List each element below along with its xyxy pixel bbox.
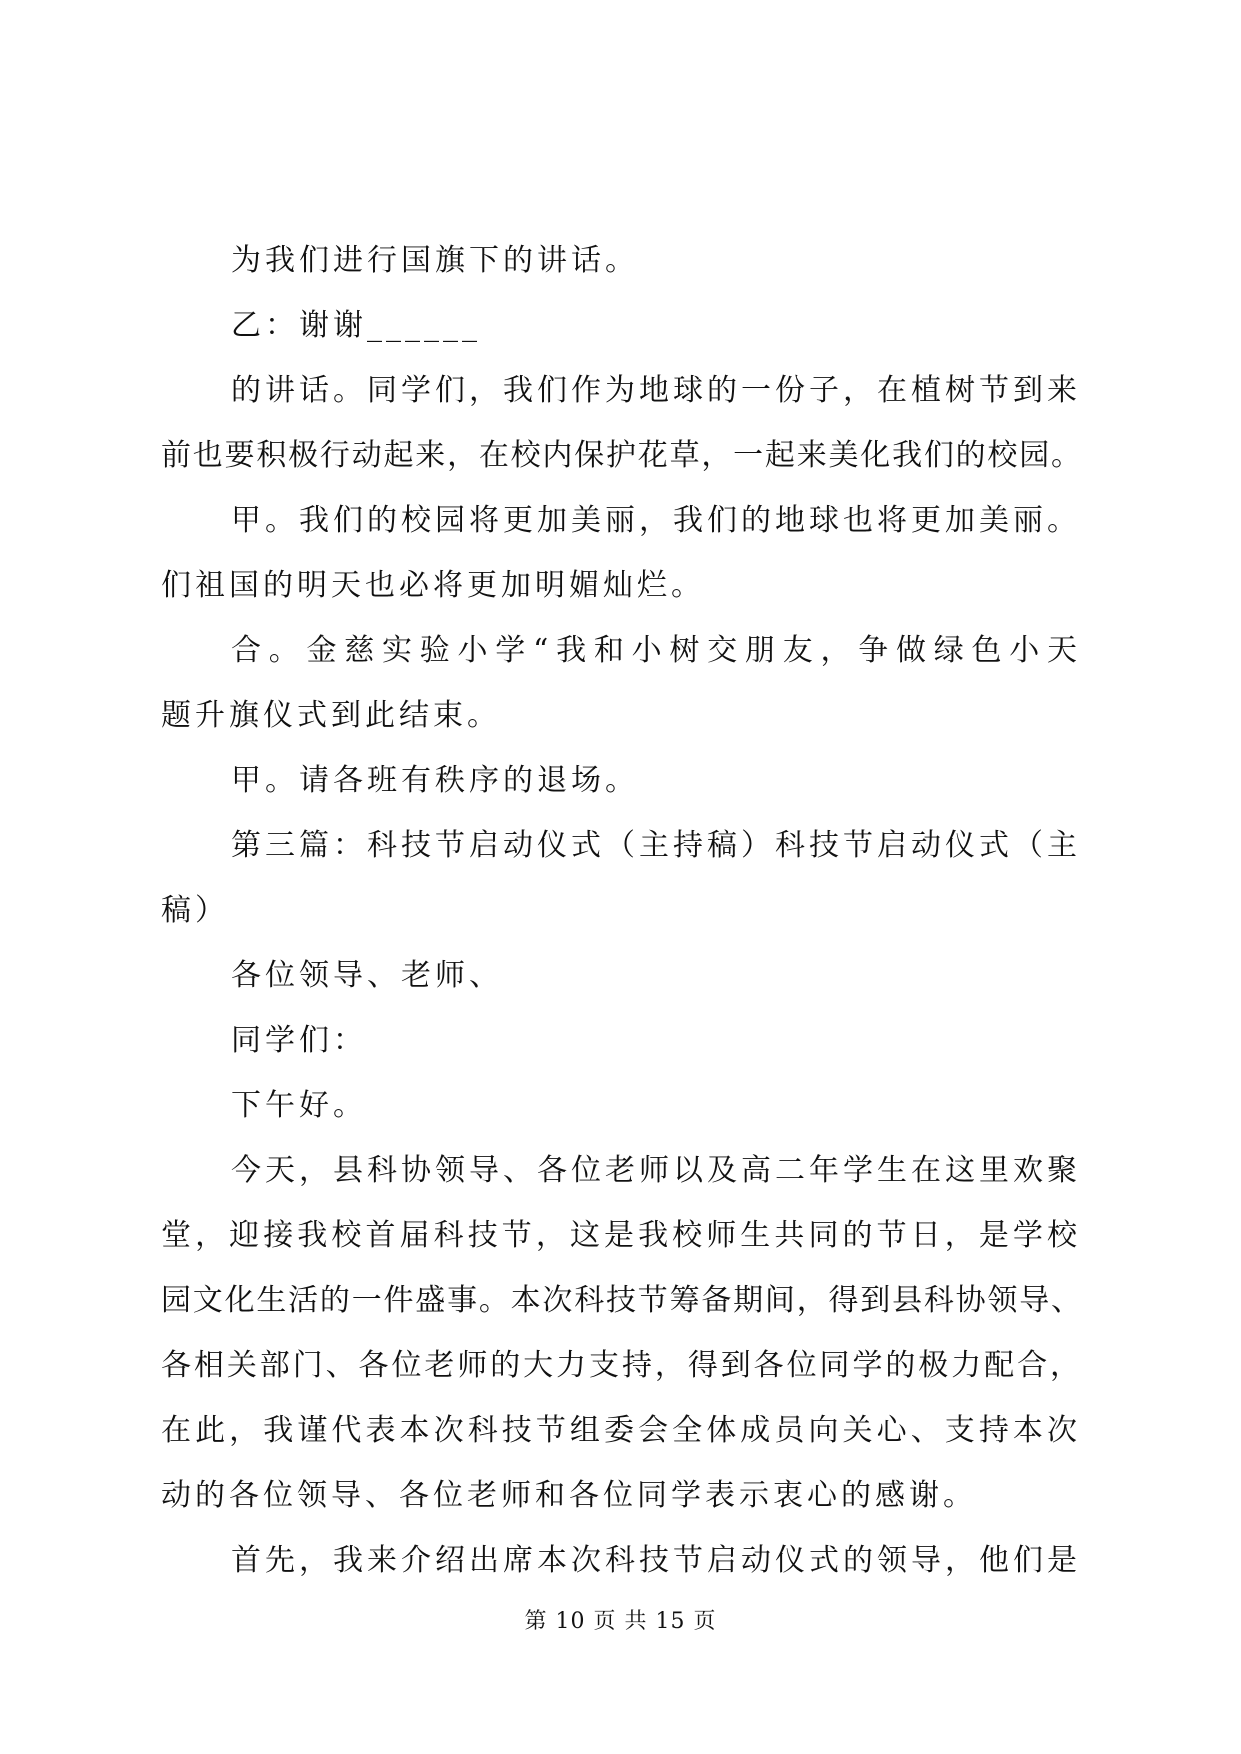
text-line: 园文化生活的一件盛事。本次科技节筹备期间，得到县科协领导、 xyxy=(161,1283,1081,1318)
text-line: 各位领导、老师、 xyxy=(231,958,503,993)
text-line: 稿） xyxy=(161,893,229,928)
text-line: 题升旗仪式到此结束。 xyxy=(161,698,501,733)
text-line: 第三篇：科技节启动仪式（主持稿）科技节启动仪式（主 xyxy=(231,828,1081,863)
text-line: 的讲话。同学们，我们作为地球的一份子，在植树节到来 xyxy=(231,373,1081,408)
text-line: 堂，迎接我校首届科技节，这是我校师生共同的节日，是学校 xyxy=(161,1218,1081,1253)
text-line: 为我们进行国旗下的讲话。 xyxy=(231,243,639,278)
text-line: 合。金慈实验小学“我和小树交朋友，争做绿色小天 xyxy=(231,633,1081,668)
text-line: 今天，县科协领导、各位老师以及高二年学生在这里欢聚 xyxy=(231,1153,1081,1188)
page-footer: 第 10 页 共 15 页 xyxy=(524,1609,717,1634)
text-line: 各相关部门、各位老师的大力支持，得到各位同学的极力配合， xyxy=(161,1348,1081,1383)
text-line: 首先，我来介绍出席本次科技节启动仪式的领导，他们是 xyxy=(231,1543,1081,1578)
text-line: 在此，我谨代表本次科技节组委会全体成员向关心、支持本次 xyxy=(161,1413,1081,1448)
text-line: 前也要积极行动起来，在校内保护花草，一起来美化我们的校园。 xyxy=(161,438,1081,473)
text-line: 动的各位领导、各位老师和各位同学表示衷心的感谢。 xyxy=(161,1478,977,1513)
body-text xyxy=(161,228,1081,1593)
text-line: 甲。请各班有秩序的退场。 xyxy=(231,763,639,798)
text-line: 们祖国的明天也必将更加明媚灿烂。 xyxy=(161,568,705,603)
text-line: 乙：谢谢______ xyxy=(231,308,481,343)
text-line: 下午好。 xyxy=(231,1088,367,1123)
text-line: 同学们： xyxy=(231,1023,367,1058)
text-line: 甲。我们的校园将更加美丽，我们的地球也将更加美丽。 xyxy=(231,503,1081,538)
